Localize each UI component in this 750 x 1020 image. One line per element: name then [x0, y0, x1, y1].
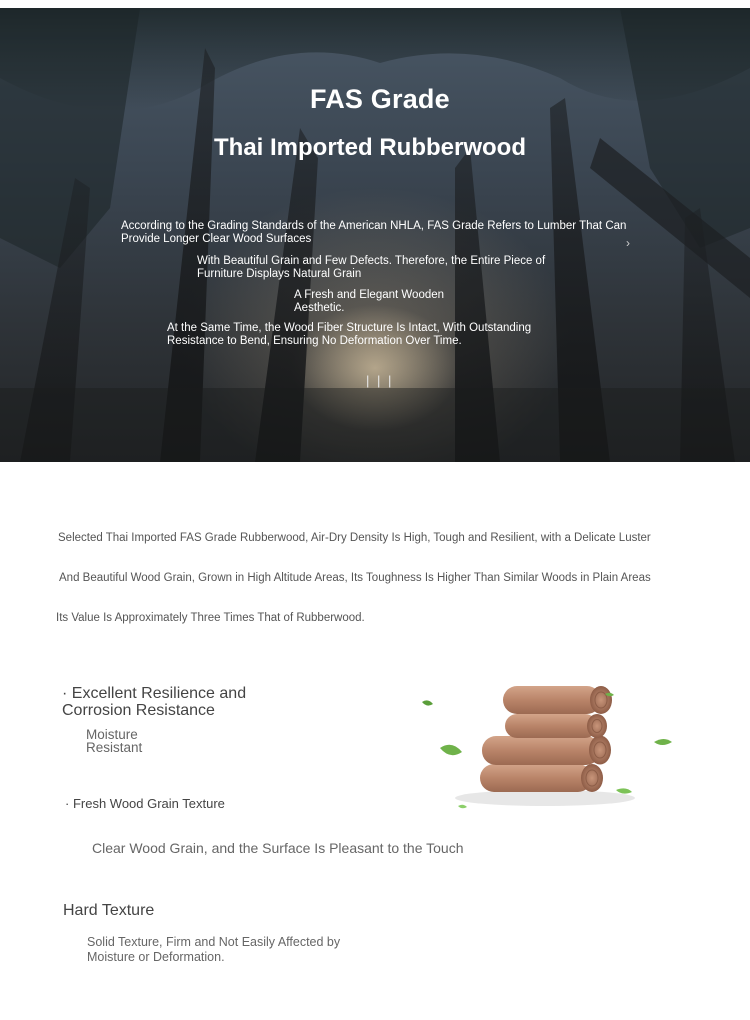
feature-title-resilience: · Excellent Resilience and Corrosion Resistance: [62, 685, 247, 719]
feature-title-wood-grain: · Fresh Wood Grain Texture: [65, 796, 225, 811]
log-4: [480, 764, 603, 792]
chevron-right-icon: ›: [626, 236, 630, 250]
hero-banner: [0, 8, 750, 462]
leaf-icon: [458, 805, 467, 809]
hero-paragraph-2: With Beautiful Grain and Few Defects. Therefore, the Entire Piece of Furniture Displays Natural Grain: [197, 255, 546, 280]
feature-desc-resilience: Moisture Resistant: [86, 727, 143, 755]
top-strip: [0, 0, 750, 8]
hero-title: FAS Grade: [310, 84, 450, 114]
hero-subtitle: Thai Imported Rubberwood: [214, 134, 526, 161]
wood-logs-illustration: [410, 670, 700, 820]
hero-paragraph-3: A Fresh and Elegant Wooden Aesthetic.: [294, 289, 445, 314]
log-2: [505, 714, 607, 738]
intro-line-3: Its Value Is Approximately Three Times That of Rubberwood.: [56, 612, 365, 624]
leaf-icon: [440, 745, 462, 755]
leaf-icon: [616, 788, 632, 793]
leaf-icon: [654, 739, 672, 745]
feature-title-hard-texture: Hard Texture: [63, 902, 155, 919]
hero-divider-mark: | | |: [366, 373, 394, 388]
feature-desc-wood-grain: Clear Wood Grain, and the Surface Is Pleasant to the Touch: [92, 840, 464, 856]
intro-line-1: Selected Thai Imported FAS Grade Rubberwood, Air-Dry Density Is High, Tough and Resilient, with a Delicate Luster: [58, 532, 651, 544]
log-3: [482, 736, 611, 766]
log-1: [503, 686, 612, 714]
leaf-icon: [422, 700, 433, 705]
hero-paragraph-1: According to the Grading Standards of the American NHLA, FAS Grade Refers to Lumber That Can Provide Longer Clear Wood Surfaces: [121, 220, 627, 245]
feature-desc-hard-texture: Solid Texture, Firm and Not Easily Affected by Moisture or Deformation.: [87, 935, 341, 964]
intro-line-2: And Beautiful Wood Grain, Grown in High Altitude Areas, Its Toughness Is Higher Than Similar Woods in Plain Areas: [59, 572, 651, 584]
hero-paragraph-4: At the Same Time, the Wood Fiber Structure Is Intact, With Outstanding Resistance to Bend, Ensuring No Deformation Over Time.: [167, 322, 532, 347]
